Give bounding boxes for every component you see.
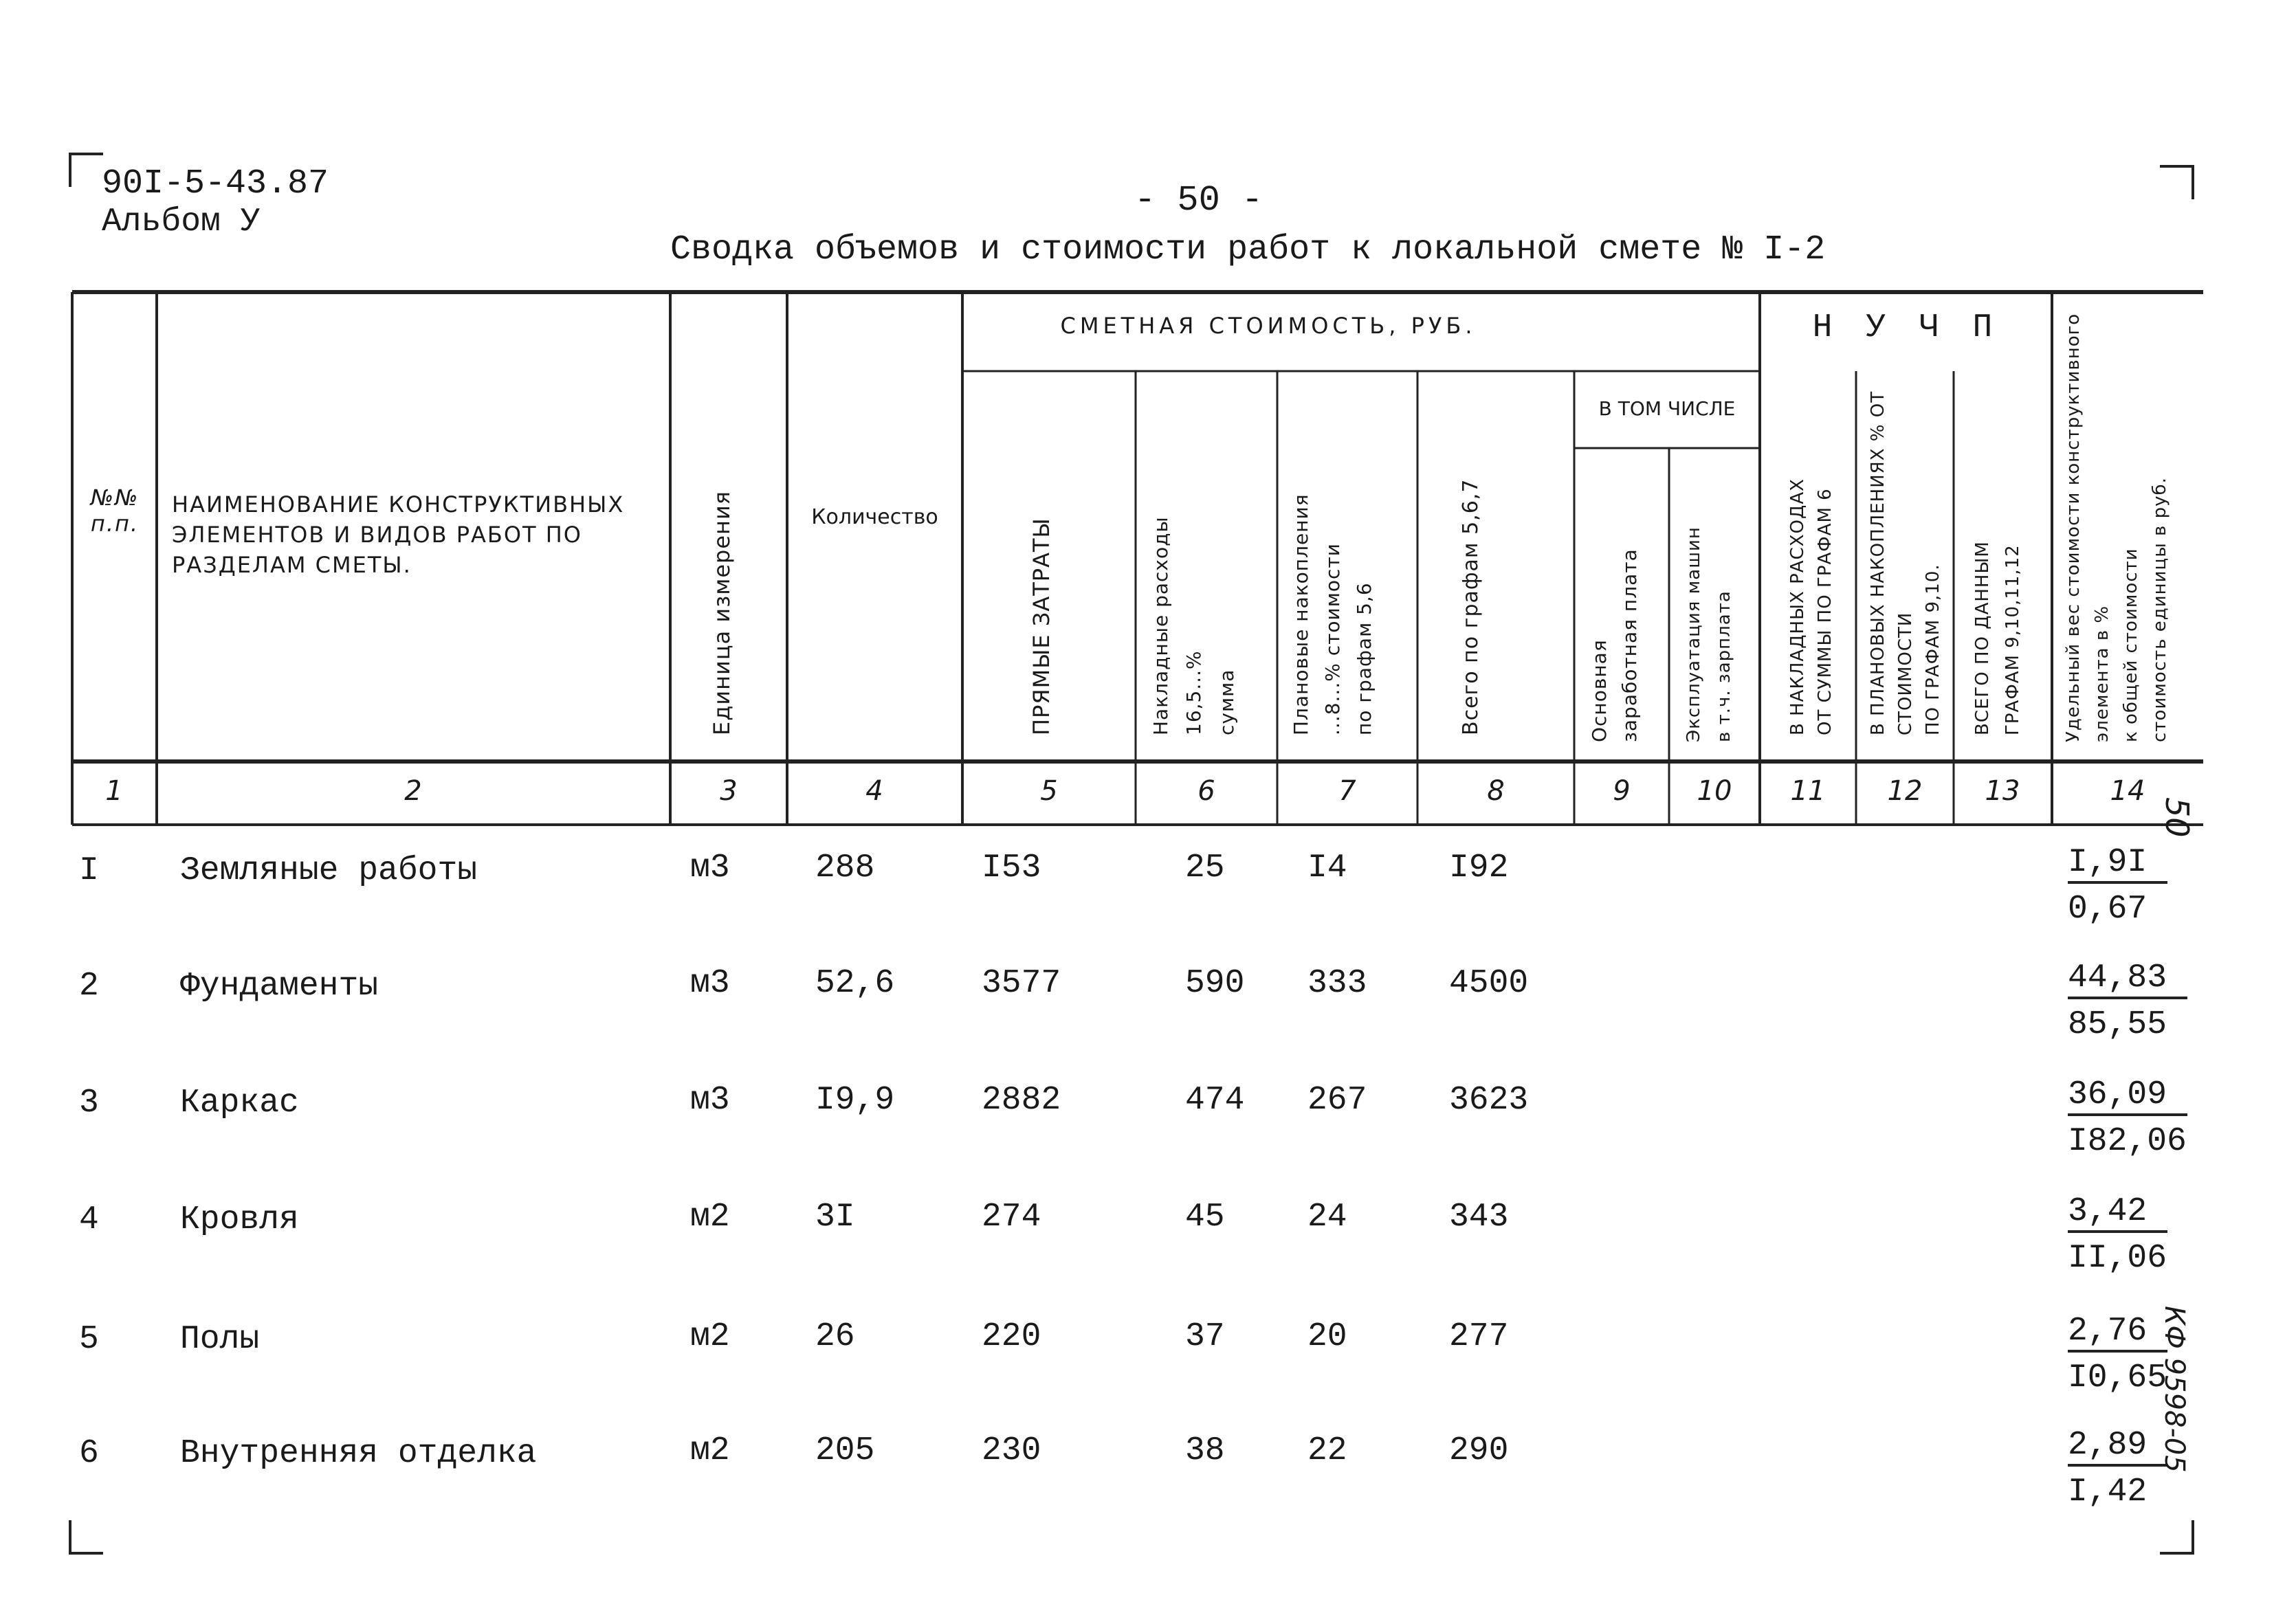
header-cost-group: СМЕТНАЯ СТОИМОСТЬ, РУБ. (1060, 313, 1477, 339)
row-number: 3 (79, 1084, 99, 1122)
row-name: Фундаменты (180, 968, 379, 1005)
row-overhead: 25 (1185, 849, 1225, 887)
row-name: Земляные работы (180, 852, 478, 889)
row-unit: м3 (690, 849, 730, 887)
row-name: Полы (180, 1321, 260, 1358)
row-number: 6 (79, 1435, 99, 1472)
header-in-planned-savings: В ПЛАНОВЫХ НАКОПЛЕНИЯХ % ОТ СТОИМОСТИ ПО ГРАФАМ 9,10. (1868, 390, 1943, 735)
row-quantity: I9,9 (815, 1082, 895, 1119)
row-planned-savings: 22 (1307, 1432, 1347, 1469)
header-share-and-unit-cost: Удельный вес стоимости конструктивного элемента в % к общей стоимости стоимость единицы в руб. (2063, 313, 2170, 742)
row-planned-savings: 20 (1307, 1318, 1347, 1355)
row-planned-savings: 267 (1307, 1082, 1367, 1119)
header-name: НАИМЕНОВАНИЕ КОНСТРУКТИВНЫХ ЭЛЕМЕНТОВ И ВИДОВ РАБОТ ПО РАЗДЕЛАМ СМЕТЫ. (172, 491, 625, 578)
column-number: 11 (1790, 775, 1826, 807)
row-unit-cost: I82,06 (2068, 1123, 2187, 1160)
row-unit: м2 (690, 1199, 730, 1236)
row-quantity: 205 (815, 1432, 875, 1469)
row-total: 3623 (1449, 1082, 1529, 1119)
row-share-percent: 2,76 (2068, 1313, 2167, 1353)
row-total: 343 (1449, 1199, 1509, 1236)
row-total: I92 (1449, 849, 1509, 887)
column-number: 4 (865, 775, 883, 807)
header-total-5-6-7: Всего по графам 5,6,7 (1459, 478, 1483, 735)
header-nuchp: Н У Ч П (1812, 309, 2000, 346)
row-unit-cost: 0,67 (2068, 891, 2148, 928)
document-title: Сводка объемов и стоимости работ к локальной смете № I-2 (670, 230, 1826, 269)
column-number: 9 (1613, 775, 1631, 807)
header-total-by-columns: ВСЕГО ПО ДАННЫМ ГРАФАМ 9,10,11,12 (1972, 541, 2023, 735)
row-overhead: 45 (1185, 1199, 1225, 1236)
row-total: 290 (1449, 1432, 1509, 1469)
row-direct-costs: 3577 (982, 965, 1061, 1002)
row-overhead: 590 (1185, 965, 1245, 1002)
album-label: Альбом У (102, 203, 261, 241)
row-planned-savings: I4 (1307, 849, 1347, 887)
row-share-percent: 3,42 (2068, 1193, 2167, 1233)
header-planned-savings: Плановые накопления ...8...% стоимости по графам 5,6 (1290, 493, 1376, 735)
row-unit-cost: I0,65 (2068, 1359, 2167, 1397)
row-unit: м3 (690, 965, 730, 1002)
column-number: 3 (720, 775, 738, 807)
column-number: 5 (1040, 775, 1058, 807)
row-direct-costs: 2882 (982, 1082, 1061, 1119)
row-total: 277 (1449, 1318, 1509, 1355)
row-direct-costs: 230 (982, 1432, 1041, 1469)
margin-inventory-number: КФ 9598-05 (2159, 1306, 2190, 1473)
row-unit-cost: 85,55 (2068, 1006, 2167, 1043)
row-direct-costs: 274 (982, 1199, 1041, 1236)
header-direct-costs: ПРЯМЫЕ ЗАТРАТЫ (1028, 518, 1055, 735)
row-number: 2 (79, 968, 99, 1005)
row-unit-cost: II,06 (2068, 1240, 2167, 1277)
row-quantity: 26 (815, 1318, 855, 1355)
row-direct-costs: I53 (982, 849, 1041, 887)
header-in-overhead: В НАКЛАДНЫХ РАСХОДАХ ОТ СУММЫ ПО ГРАФАМ 6 (1787, 478, 1835, 735)
row-overhead: 38 (1185, 1432, 1225, 1469)
row-quantity: 288 (815, 849, 875, 887)
column-number: 6 (1197, 775, 1215, 807)
header-number: №№ п.п. (90, 485, 140, 537)
header-including: В ТОМ ЧИСЛЕ (1598, 397, 1736, 420)
header-base-wages: Основная заработная плата (1588, 548, 1641, 742)
row-name: Каркас (180, 1084, 299, 1122)
row-unit-cost: I,42 (2068, 1473, 2148, 1511)
page-number: - 50 - (1134, 180, 1263, 221)
row-share-percent: 44,83 (2068, 959, 2187, 999)
margin-page-number: 50 (2159, 797, 2196, 838)
header-unit: Единица измерения (709, 490, 735, 735)
row-overhead: 474 (1185, 1082, 1245, 1119)
column-number: 7 (1338, 775, 1356, 807)
column-number: 2 (404, 775, 422, 807)
row-quantity: 3I (815, 1199, 855, 1236)
row-total: 4500 (1449, 965, 1529, 1002)
row-name: Внутренняя отделка (180, 1435, 537, 1472)
row-share-percent: I,9I (2068, 844, 2167, 884)
column-number: 13 (1985, 775, 2020, 807)
document-code: 90I-5-43.87 (102, 164, 329, 203)
row-quantity: 52,6 (815, 965, 895, 1002)
column-number: 14 (2110, 775, 2145, 807)
header-quantity: Количество (811, 505, 938, 529)
row-overhead: 37 (1185, 1318, 1225, 1355)
row-planned-savings: 24 (1307, 1199, 1347, 1236)
row-number: 5 (79, 1321, 99, 1358)
column-number: 10 (1697, 775, 1732, 807)
row-planned-savings: 333 (1307, 965, 1367, 1002)
row-number: 4 (79, 1201, 99, 1238)
row-number: I (79, 852, 99, 889)
header-machine-operation: Эксплуатация машин в т.ч. зарплата (1684, 526, 1734, 742)
row-share-percent: 36,09 (2068, 1076, 2187, 1116)
row-share-percent: 2,89 (2068, 1427, 2167, 1467)
row-direct-costs: 220 (982, 1318, 1041, 1355)
row-name: Кровля (180, 1201, 299, 1238)
column-number: 1 (105, 775, 123, 807)
column-number: 12 (1887, 775, 1923, 807)
row-unit: м3 (690, 1082, 730, 1119)
row-unit: м2 (690, 1318, 730, 1355)
header-overhead: Накладные расходы 16,5...% сумма (1149, 516, 1238, 735)
row-unit: м2 (690, 1432, 730, 1469)
column-number: 8 (1487, 775, 1505, 807)
